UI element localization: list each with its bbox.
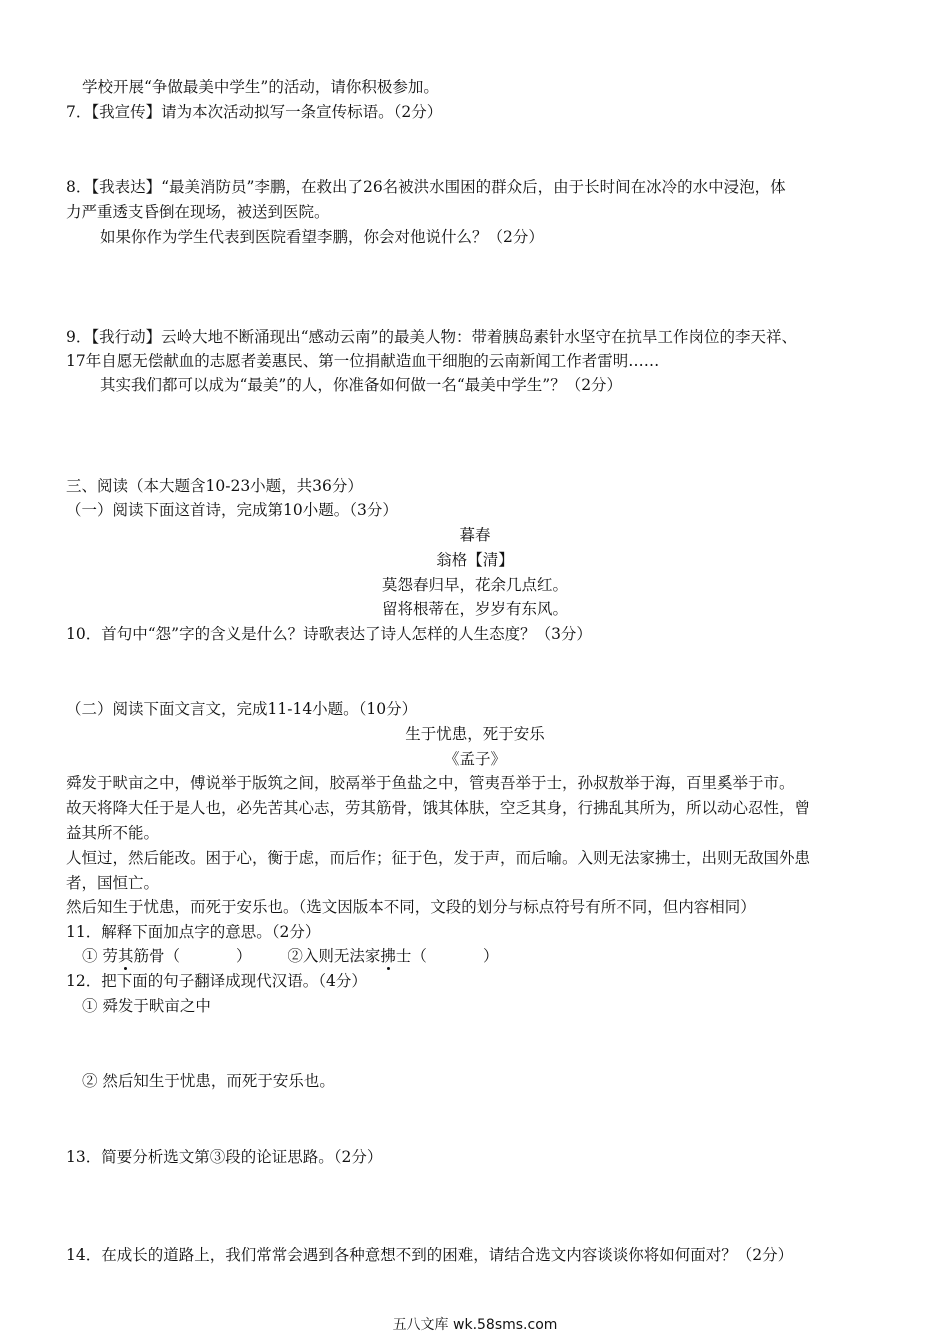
question-12-item-2: ② 然后知生于忧患，而死于安乐也。	[82, 1072, 335, 1090]
part-1-heading: （一）阅读下面这首诗，完成第10小题。（3分）	[66, 501, 398, 519]
part-2-heading: （二）阅读下面文言文，完成11-14小题。（10分）	[66, 700, 418, 718]
question-7: 7．【我宣传】请为本次活动拟写一条宣传标语。（2分）	[66, 103, 443, 121]
poem-verse-1: 莫怨春归早，花余几点红。	[381, 576, 568, 594]
q11-item1-text-rest: 筋骨（	[133, 947, 180, 965]
essay-paragraph-3b: 者，国恒亡。	[66, 874, 160, 892]
section-3-heading: 三、阅读（本大题含10-23小题，共36分）	[66, 477, 363, 495]
question-12-stem: 12．把下面的句子翻译成现代汉语。（4分）	[66, 972, 367, 990]
question-14: 14．在成长的道路上，我们常常会遇到各种意想不到的困难，请结合选文内容谈谈你将如何面对？（2分）	[66, 1246, 794, 1264]
q11-item2-dotted-char: 拂	[380, 947, 396, 965]
footer-watermark: 五八文库 wk.58sms.com	[392, 1317, 558, 1333]
question-8-line3: 如果你作为学生代表到医院看望李鹏，你会对他说什么？（2分）	[100, 228, 544, 246]
question-11-stem: 11．解释下面加点字的意思。（2分）	[66, 923, 321, 941]
question-10: 10．首句中“怨”字的含义是什么？诗歌表达了诗人怎样的人生态度？（3分）	[66, 625, 592, 643]
q11-item1-close: ）	[236, 947, 252, 965]
essay-paragraph-3a: 人恒过，然后能改。困于心，衡于虑，而后作；征于色，发于声，而后喻。入则无法家拂士，出则无敌国外患	[66, 849, 811, 867]
question-12-item-1: ① 舜发于畎亩之中	[82, 997, 211, 1015]
q11-item1-text: 劳	[102, 947, 118, 965]
essay-paragraph-4: 然后知生于忧患，而死于安乐也。（选文因版本不同，文段的划分与标点符号有所不同，但内容相同）	[66, 898, 756, 916]
intro-text: 学校开展“争做最美中学生”的活动，请你积极参加。	[82, 78, 439, 96]
essay-title: 生于忧患，死于安乐	[405, 725, 545, 743]
q11-item2-text-rest: 士（	[395, 947, 427, 965]
q11-item1-number: ①	[82, 947, 98, 965]
essay-paragraph-2b: 益其所不能。	[66, 824, 160, 842]
question-11-items	[82, 945, 498, 967]
question-13: 13．简要分析选文第③段的论证思路。（2分）	[66, 1148, 383, 1166]
essay-paragraph-1: 舜发于畎亩之中，傅说举于版筑之间，胶鬲举于鱼盐之中，管夷吾举于士，孙叔敖举于海，百里奚举于市。	[66, 774, 795, 792]
question-9-line2: 17年自愿无偿献血的志愿者姜惠民、第一位捐献造血干细胞的云南新闻工作者雷明……	[66, 352, 660, 370]
q11-item1-dotted-char: 其	[117, 947, 134, 965]
question-8-line1: 8．【我表达】“最美消防员”李鹏，在救出了26名被洪水围困的群众后，由于长时间在冰冷的水中浸泡，体	[66, 178, 786, 196]
question-8-line2: 力严重透支昏倒在现场，被送到医院。	[66, 203, 330, 221]
essay-source: 《孟子》	[443, 750, 506, 768]
poem-verse-2: 留将根蒂在，岁岁有东风。	[381, 600, 568, 618]
essay-paragraph-2a: 故天将降大任于是人也，必先苦其心志，劳其筋骨，饿其体肤，空乏其身，行拂乱其所为，所以动心忍性，曾	[66, 799, 811, 817]
poem-author: 翁格【清】	[436, 551, 514, 569]
q11-item2-text: ②入则无法家	[287, 947, 381, 965]
question-9-line3: 其实我们都可以成为“最美”的人，你准备如何做一名“最美中学生”？（2分）	[100, 376, 623, 394]
q11-item2-close: ）	[482, 947, 499, 965]
poem-title: 暮春	[459, 526, 491, 544]
question-9-line1: 9．【我行动】云岭大地不断涌现出“感动云南”的最美人物：带着胰岛素针水坚守在抗旱工作岗位的李天祥、	[66, 328, 797, 346]
